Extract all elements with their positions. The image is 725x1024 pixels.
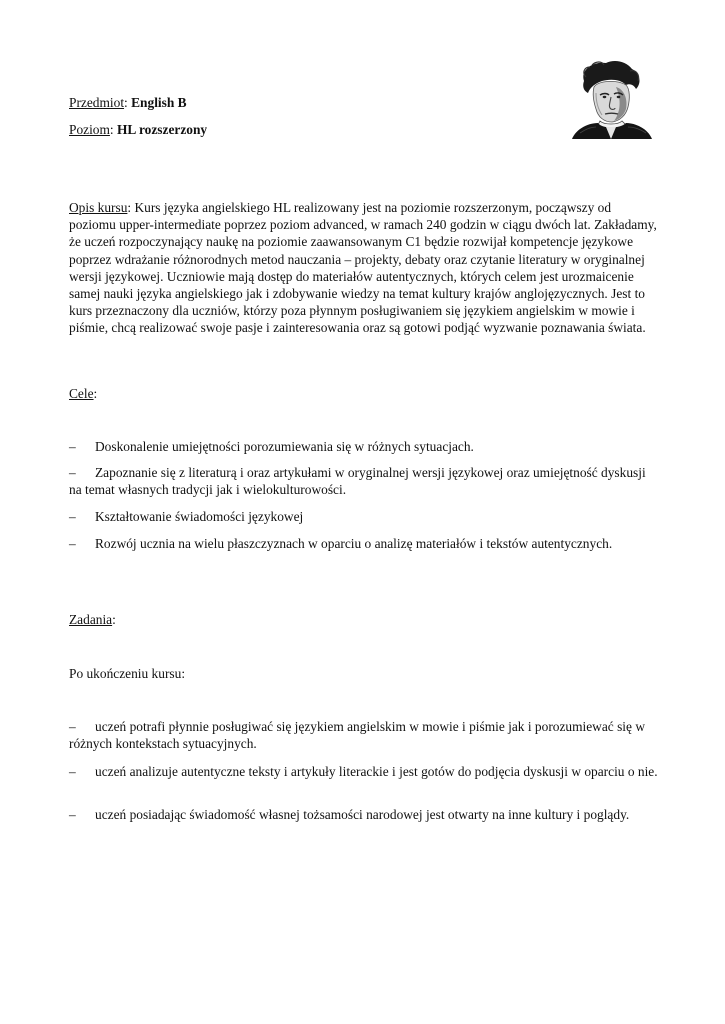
goal-text: Rozwój ucznia na wielu płaszczyznach w oparciu o analizę materiałów i tekstów autentycznych.: [95, 536, 613, 551]
description-label: Opis kursu: [69, 200, 128, 215]
dash-bullet: –: [69, 509, 76, 524]
task-item: [69, 763, 659, 780]
tasks-intro: Po ukończeniu kursu:: [69, 666, 186, 681]
dash-bullet: –: [69, 807, 76, 822]
goal-item: [69, 535, 659, 552]
level-value: HL rozszerzony: [117, 122, 208, 137]
tasks-heading: Zadania:: [69, 612, 116, 627]
task-text: uczeń potrafi płynnie posługiwać się językiem angielskim w mowie i piśmie jak i porozumiewać się w różnych kontekstach sytuacyjnych.: [69, 719, 645, 752]
subject-label: Przedmiot: [69, 95, 125, 110]
tasks-label: Zadania: [69, 612, 113, 627]
goal-text: Kształtowanie świadomości językowej: [95, 509, 304, 524]
task-text: uczeń analizuje autentyczne teksty i artykuły literackie i jest gotów do podjęcia dyskusji w oparciu o nie.: [95, 764, 658, 779]
level-label: Poziom: [69, 122, 110, 137]
goal-item: [69, 508, 659, 525]
goal-text: Doskonalenie umiejętności porozumiewania się w różnych sytuacjach.: [95, 439, 474, 454]
dash-bullet: –: [69, 764, 76, 779]
goals-label: Cele: [69, 386, 94, 401]
dash-bullet: –: [69, 439, 76, 454]
level-line: Poziom: HL rozszerzony: [69, 122, 208, 137]
goals-heading: Cele:: [69, 386, 98, 401]
task-item: [69, 718, 659, 752]
dash-bullet: –: [69, 465, 76, 480]
goal-item: [69, 438, 659, 455]
goal-item: [69, 464, 659, 498]
subject-line: Przedmiot: English B: [69, 95, 187, 110]
dash-bullet: –: [69, 536, 76, 551]
course-description: Opis kursu: Kurs języka angielskiego HL realizowany jest na poziomie rozszerzonym, począwszy od poziomu upper-intermediate poprzez poziom advanced, w ramach 240 godzin w ciągu dwóch lat. Zakładamy, że uczeń rozpoczynający naukę na poziomie zaawansowanym C1 będzie rozwijał kompetencje językowe poprzez wdrażanie różnorodnych metod nauczania – projekty, debaty oraz czytanie literatury w oryginalnej wersji językowej. Uczniowie mają dostęp do materiałów autentycznych, których celem jest urozmaicenie samej nauki języka angielskiego jak i zdobywanie wiedzy na temat kultury krajów anglojęzycznych. Jest to kurs przeznaczony dla uczniów, którzy poza płynnym posługiwaniem się językiem angielskim w mowie i piśmie, chcą realizować swoje pasje i zainteresowania oraz są gotowi podjąć wyzwanie poznawania świata.: [69, 200, 657, 336]
portrait-engraving-icon: [570, 59, 652, 139]
description-text: Kurs języka angielskiego HL realizowany jest na poziomie rozszerzonym, począwszy od poziomu upper-intermediate poprzez poziom advanced, w ramach 240 godzin w ciągu dwóch lat. Zakładamy, że uczeń rozpoczynający naukę na poziomie zaawansowanym C1 będzie rozwijał kompetencje językowe poprzez wdrażanie różnorodnych metod nauczania – projekty, debaty oraz czytanie literatury w oryginalnej wersji językowej. Uczniowie mają dostęp do materiałów autentycznych, których celem jest urozmaicenie samej nauki języka angielskiego jak i zdobywanie wiedzy na temat kultury krajów anglojęzycznych. Jest to kurs przeznaczony dla uczniów, którzy poza płynnym posługiwaniem się językiem angielskim w mowie i piśmie, chcą realizować swoje pasje i zainteresowania oraz są gotowi podjąć wyzwanie poznawania świata.: [69, 200, 657, 336]
task-item: [69, 806, 659, 823]
dash-bullet: –: [69, 719, 76, 734]
subject-value: English B: [131, 95, 187, 110]
task-text: uczeń posiadając świadomość własnej tożsamości narodowej jest otwarty na inne kultury i poglądy.: [95, 807, 630, 822]
goal-text: Zapoznanie się z literaturą i oraz artykułami w oryginalnej wersji językowej oraz umiejętność dyskusji na temat własnych tradycji jak i wielokulturowości.: [69, 465, 646, 498]
